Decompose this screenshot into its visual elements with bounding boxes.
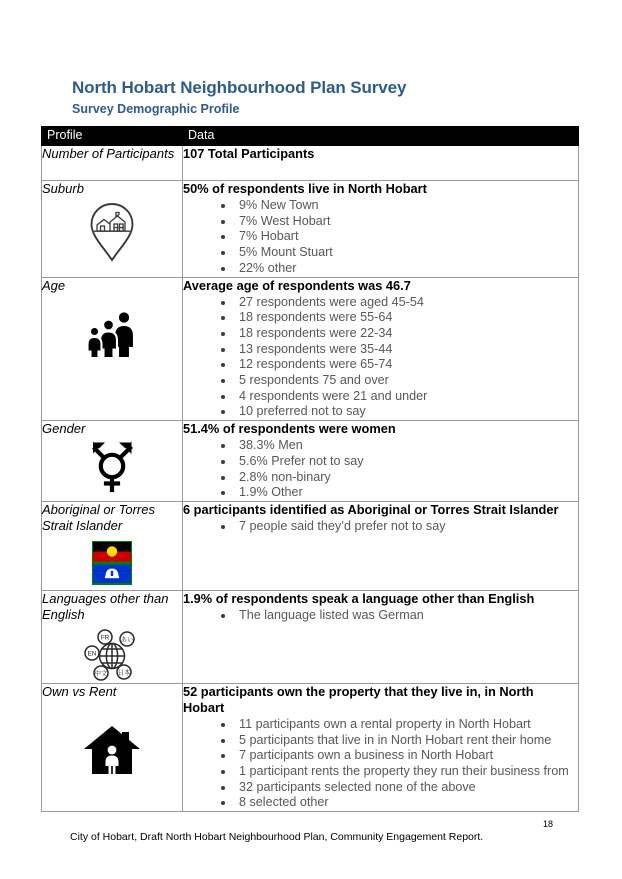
lead-statement: 107 Total Participants xyxy=(183,146,315,161)
page-number: 18 xyxy=(543,819,554,829)
icon-container xyxy=(42,294,182,360)
table-row xyxy=(42,590,579,683)
table-row xyxy=(42,277,579,421)
list-item: 1.9% Other xyxy=(221,485,578,501)
globe-label-en: EN xyxy=(87,650,97,658)
lead-statement: 6 participants identified as Aboriginal or Torres Strait Islander xyxy=(183,501,559,517)
profile-label: Languages other than English xyxy=(42,590,169,622)
icon-container xyxy=(42,197,182,263)
data-cell-gender xyxy=(183,421,579,502)
list-item: 12 respondents were 65-74 xyxy=(221,357,578,373)
profile-label: Number of Participants xyxy=(42,146,175,161)
transgender-symbol-icon xyxy=(86,438,138,493)
page-title: North Hobart Neighbourhood Plan Survey xyxy=(72,78,407,97)
list-item: The language listed was German xyxy=(221,608,578,624)
data-cell-aboriginal xyxy=(183,501,579,590)
lead-statement: Average age of respondents was 46.7 xyxy=(183,277,411,293)
icon-container xyxy=(42,437,182,493)
table-row xyxy=(42,501,579,590)
icon-container xyxy=(42,534,182,586)
profile-cell-own-vs-rent xyxy=(42,683,183,811)
house-person-icon xyxy=(82,724,142,776)
bullet-list xyxy=(183,608,578,624)
globe-languages-icon xyxy=(83,627,141,683)
list-item: 4 respondents were 21 and under xyxy=(221,389,578,405)
table-row xyxy=(42,181,579,278)
data-cell-participants xyxy=(183,146,579,181)
profile-cell-aboriginal xyxy=(42,501,183,590)
bullet-list xyxy=(183,519,578,535)
list-item: 2.8% non-binary xyxy=(221,470,578,486)
lead-statement: 51.4% of respondents were women xyxy=(183,421,396,437)
list-item: 27 respondents were aged 45-54 xyxy=(221,295,578,311)
column-header-data xyxy=(183,127,579,146)
profile-label: Gender xyxy=(42,421,86,437)
list-item: 13 respondents were 35-44 xyxy=(221,342,578,358)
globe-label-ja: 日本 xyxy=(117,669,131,677)
data-cell-languages xyxy=(183,590,579,683)
profile-label: Age xyxy=(42,277,66,293)
profile-label: Aboriginal or Torres Strait Islander xyxy=(42,501,155,533)
data-cell-suburb xyxy=(183,181,579,278)
profile-cell-gender xyxy=(42,421,183,502)
list-item: 1 participant rents the property they run their business from xyxy=(221,764,578,780)
column-header-profile-label: Profile xyxy=(47,128,83,142)
list-item: 10 preferred not to say xyxy=(221,404,578,420)
column-header-data-label: Data xyxy=(188,128,215,142)
profile-label: Suburb xyxy=(42,181,84,196)
list-item: 32 participants selected none of the above xyxy=(221,780,578,796)
table-row xyxy=(42,146,579,181)
profile-cell-age xyxy=(42,277,183,421)
bullet-list xyxy=(183,717,578,811)
icon-container xyxy=(42,623,182,683)
list-item: 8 selected other xyxy=(221,795,578,811)
list-item: 7 participants own a business in North Hobart xyxy=(221,748,578,764)
bullet-list xyxy=(183,295,578,421)
lead-statement: 50% of respondents live in North Hobart xyxy=(183,181,427,196)
page-subtitle: Survey Demographic Profile xyxy=(72,102,240,116)
list-item: 9% New Town xyxy=(221,198,578,214)
table-header-row xyxy=(42,127,579,146)
map-pin-houses-icon xyxy=(85,201,139,263)
profile-cell-suburb xyxy=(42,181,183,278)
list-item: 7 people said they’d prefer not to say xyxy=(221,519,578,535)
list-item: 38.3% Men xyxy=(221,438,578,454)
globe-label-fr: FR xyxy=(100,634,110,642)
list-item: 5 participants that live in in North Hobart rent their home xyxy=(221,733,578,749)
list-item: 5% Mount Stuart xyxy=(221,245,578,261)
table-row xyxy=(42,421,579,502)
footer-citation: City of Hobart, Draft North Hobart Neighbourhood Plan, Community Engagement Report. xyxy=(70,831,484,843)
three-people-icon xyxy=(83,308,141,360)
lead-statement: 52 participants own the property that they live in, in North Hobart xyxy=(183,683,534,715)
list-item: 22% other xyxy=(221,261,578,277)
list-item: 7% Hobart xyxy=(221,229,578,245)
list-item: 18 respondents were 55-64 xyxy=(221,310,578,326)
list-item: 18 respondents were 22-34 xyxy=(221,326,578,342)
column-header-profile xyxy=(42,127,183,146)
globe-label-zh: 中文 xyxy=(94,670,108,678)
list-item: 5 respondents 75 and over xyxy=(221,373,578,389)
profile-cell-participants xyxy=(42,146,183,181)
list-item: 5.6% Prefer not to say xyxy=(221,454,578,470)
table-row xyxy=(42,683,579,811)
list-item: 11 participants own a rental property in North Hobart xyxy=(221,717,578,733)
profile-label: Own vs Rent xyxy=(42,683,117,699)
icon-container xyxy=(42,700,182,776)
data-cell-age xyxy=(183,277,579,421)
lead-statement: 1.9% of respondents speak a language other than English xyxy=(183,590,535,606)
bullet-list xyxy=(183,198,578,277)
profile-cell-languages xyxy=(42,590,183,683)
list-item: 7% West Hobart xyxy=(221,214,578,230)
aboriginal-torres-strait-flag-icon xyxy=(90,540,134,586)
globe-label-jp-hira: あい xyxy=(120,636,134,644)
data-cell-own-vs-rent xyxy=(183,683,579,811)
demographic-profile-table xyxy=(41,126,579,812)
bullet-list xyxy=(183,438,578,501)
